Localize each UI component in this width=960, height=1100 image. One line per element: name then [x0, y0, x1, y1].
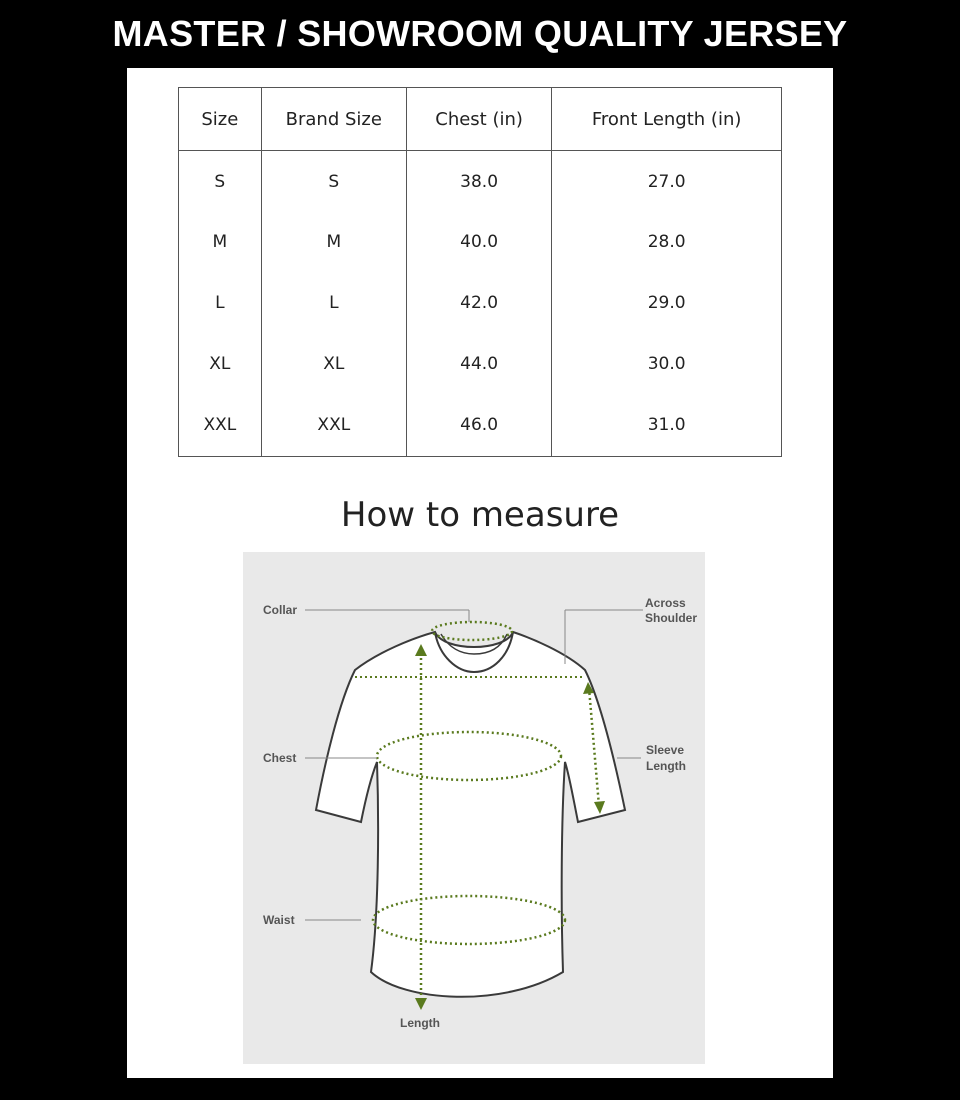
size-chart-table [178, 87, 782, 457]
table-row [179, 395, 782, 457]
cell-front-length: 29.0 [552, 273, 782, 334]
table-row [179, 273, 782, 334]
cell-size: S [179, 151, 262, 213]
collar-measure-line [432, 622, 512, 640]
size-guide-card [127, 68, 833, 1078]
collar-label: Collar [263, 603, 298, 617]
header-size: Size [179, 88, 262, 151]
cell-size: XL [179, 334, 262, 395]
cell-chest: 38.0 [406, 151, 551, 213]
waist-label: Waist [263, 913, 295, 927]
table-row [179, 334, 782, 395]
cell-brand-size: XL [261, 334, 406, 395]
table-row [179, 212, 782, 273]
measurement-diagram [243, 552, 705, 1064]
table-row [179, 151, 782, 213]
cell-brand-size: S [261, 151, 406, 213]
length-label: Length [400, 1016, 440, 1030]
cell-front-length: 27.0 [552, 151, 782, 213]
cell-size: L [179, 273, 262, 334]
cell-chest: 42.0 [406, 273, 551, 334]
table-header-row [179, 88, 782, 151]
cell-chest: 40.0 [406, 212, 551, 273]
header-front-length: Front Length (in) [552, 88, 782, 151]
cell-chest: 46.0 [406, 395, 551, 457]
length-arrow-bottom-icon [415, 998, 427, 1010]
how-to-measure-heading: How to measure [340, 495, 620, 535]
tshirt-outline-icon [316, 632, 625, 997]
cell-chest: 44.0 [406, 334, 551, 395]
sleeve-length-label-line2: Length [646, 759, 686, 773]
cell-front-length: 31.0 [552, 395, 782, 457]
banner-title: MASTER / SHOWROOM QUALITY JERSEY [112, 13, 848, 54]
cell-brand-size: M [261, 212, 406, 273]
cell-front-length: 28.0 [552, 212, 782, 273]
cell-brand-size: XXL [261, 395, 406, 457]
cell-size: XXL [179, 395, 262, 457]
cell-size: M [179, 212, 262, 273]
cell-brand-size: L [261, 273, 406, 334]
header-chest: Chest (in) [406, 88, 551, 151]
header-brand-size: Brand Size [261, 88, 406, 151]
tshirt-illustration [243, 552, 705, 1064]
cell-front-length: 30.0 [552, 334, 782, 395]
across-shoulder-label-line2: Shoulder [645, 611, 698, 625]
chest-label: Chest [263, 751, 297, 765]
across-shoulder-label-line1: Across [645, 596, 686, 610]
sleeve-length-label-line1: Sleeve [646, 743, 685, 757]
